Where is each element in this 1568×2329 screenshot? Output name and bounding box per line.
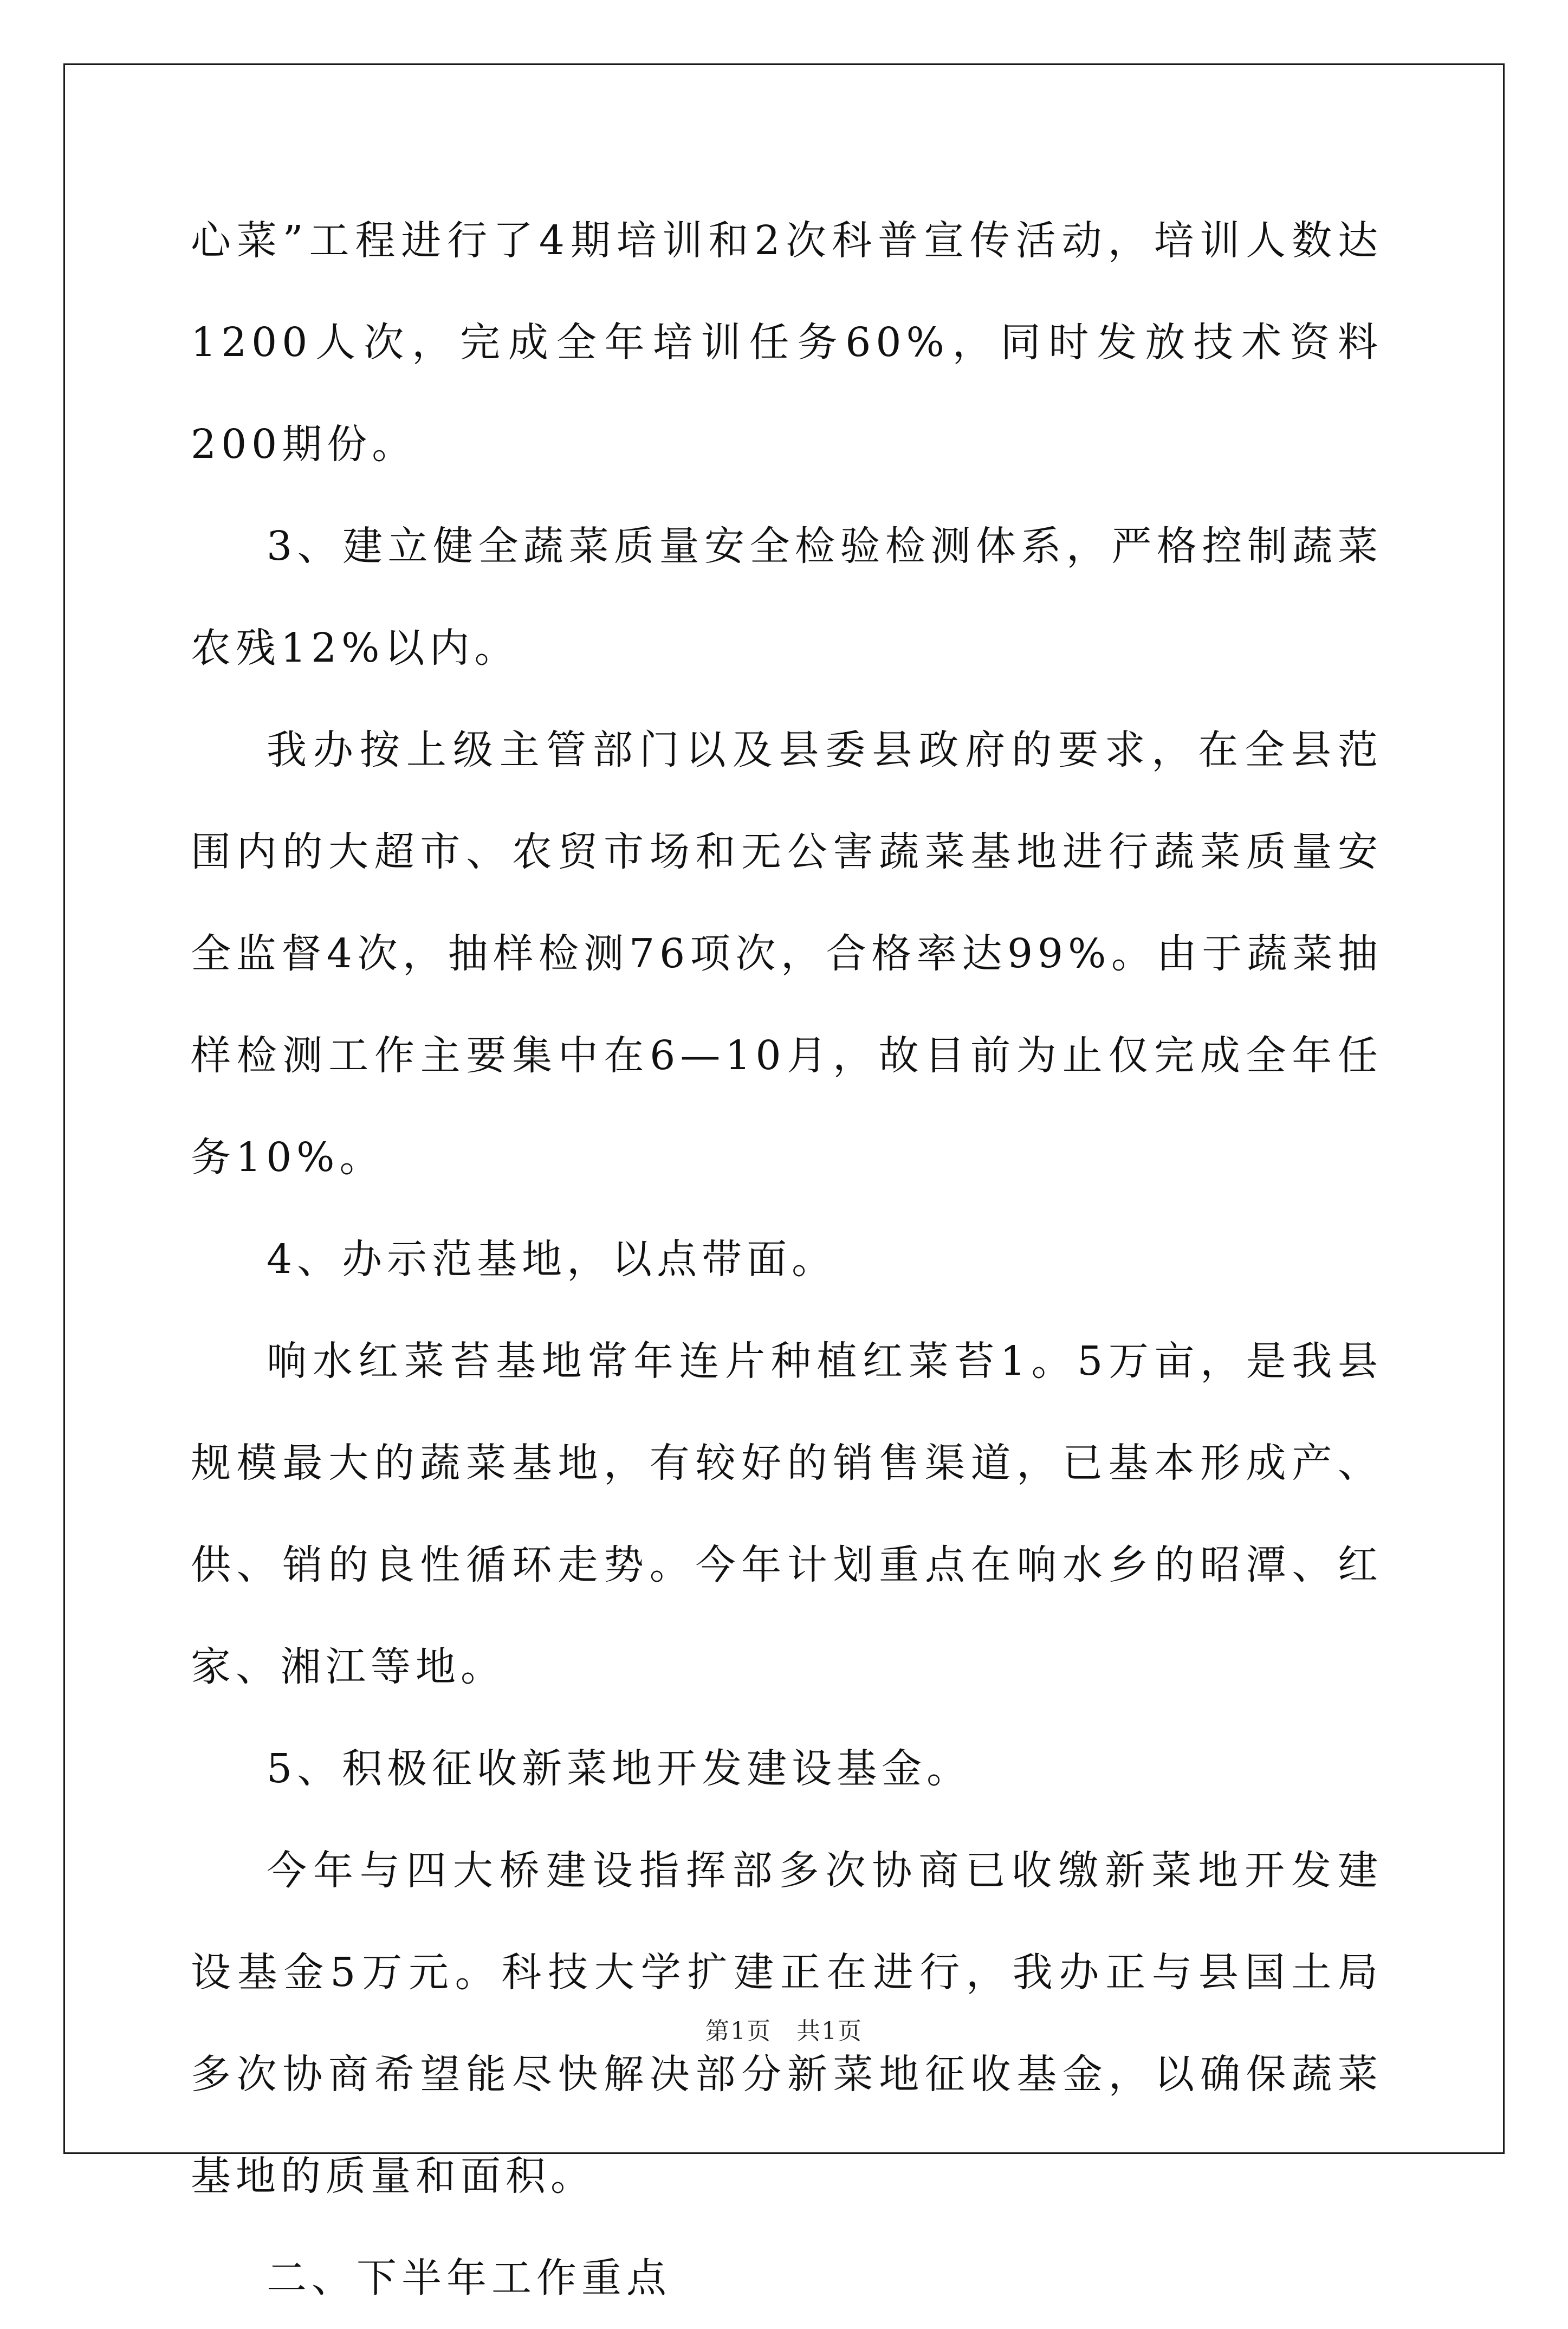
- paragraph-training-summary: 心菜”工程进行了4期培训和2次科普宣传活动，培训人数达1200人次，完成全年培训任务60%，同时发放技术资料200期份。: [191, 217, 1383, 468]
- paragraph-demo-base: 响水红菜苔基地常年连片种植红菜苔1。5万亩，是我县规模最大的蔬菜基地，有较好的销售渠道，已基本形成产、供、销的良性循环走势。今年计划重点在响水乡的昭潭、红家、湘江等地。: [191, 1338, 1383, 1690]
- paragraph-quality-inspection: 我办按上级主管部门以及县委县政府的要求，在全县范围内的大超市、农贸市场和无公害蔬菜基地进行蔬菜质量安全监督4次，抽样检测76项次，合格率达99%。由于蔬菜抽样检测工作主要集中在6—10月，故目前为止仅完成全年任务10%。: [191, 727, 1383, 1181]
- paragraph-fund: 今年与四大桥建设指挥部多次协商已收缴新菜地开发建设基金5万元。科技大学扩建正在进行，我办正与县国土局多次协商希望能尽快解决部分新菜地征收基金，以确保蔬菜基地的质量和面积。: [191, 1847, 1383, 2199]
- paragraph-quality-system-heading: 3、建立健全蔬菜质量安全检验检测体系，严格控制蔬菜农残12%以内。: [191, 523, 1383, 671]
- paragraph-fund-heading: 5、积极征收新菜地开发建设基金。: [267, 1745, 972, 1792]
- page-number: 第1页 共1页: [705, 2017, 863, 2045]
- paragraph-demo-base-heading: 4、办示范基地，以点带面。: [267, 1236, 837, 1283]
- paragraph-second-half-heading: 二、下半年工作重点: [267, 2255, 671, 2301]
- document-body: [191, 190, 1383, 2329]
